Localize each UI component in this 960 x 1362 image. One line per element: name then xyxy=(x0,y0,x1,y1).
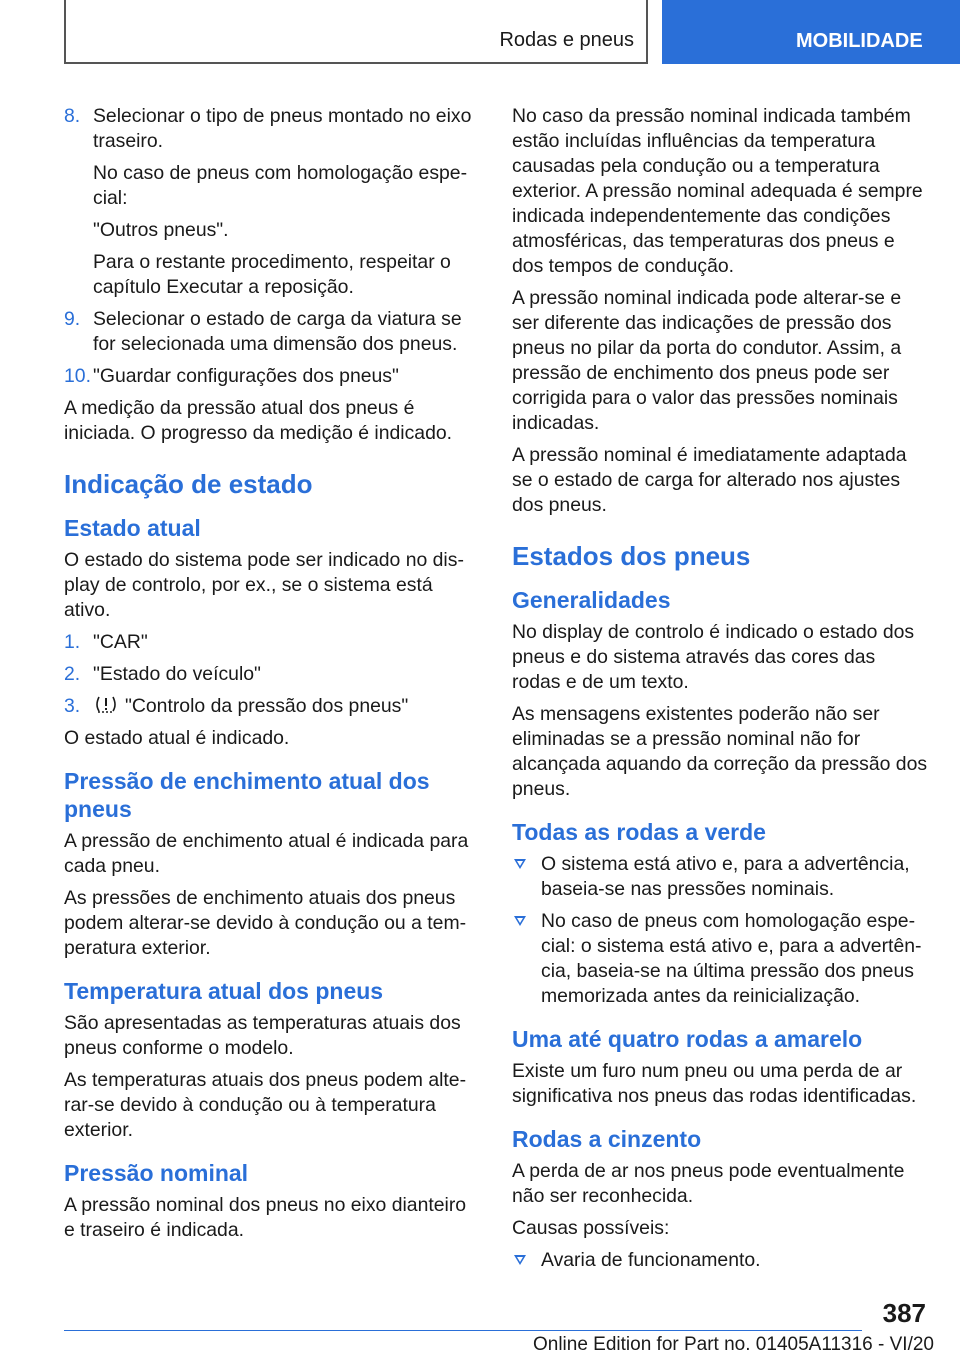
bullet-item xyxy=(512,852,928,902)
list-text: "Controlo da pressão dos pneus" xyxy=(125,695,409,717)
paragraph: As mensagens existentes poderão não ser eliminadas se a pressão nominal não for alcançada aquando da correção da pressão dos pneus. xyxy=(512,703,928,800)
list-item xyxy=(64,694,480,719)
step-text: No caso de pneus com homologação especial: xyxy=(93,162,468,209)
paragraph: A medição da pressão atual dos pneus é iniciada. O progresso da medição é indicado. xyxy=(64,397,453,444)
page-number: 387 xyxy=(882,1298,926,1328)
list-item xyxy=(64,662,480,687)
step-10 xyxy=(64,364,480,389)
step-text: Para o restante procedimento, respeitar o capítulo Executar a reposição. xyxy=(93,251,451,298)
paragraph: São apresentadas as temperaturas atuais dos pneus conforme o modelo. xyxy=(64,1012,461,1059)
triangle-bullet-icon xyxy=(514,859,526,869)
paragraph: As temperaturas atuais dos pneus podem alterar-se devido à condução ou à temperatura exterior. xyxy=(64,1069,467,1141)
bullet-text: O sistema está ativo e, para a advertência, baseia-se nas pressões nominais. xyxy=(541,853,910,900)
heading-rodas-amarelo: Uma até quatro rodas a amarelo xyxy=(512,1026,863,1052)
triangle-bullet-icon xyxy=(514,1255,526,1265)
step-9 xyxy=(64,307,480,357)
paragraph: A pressão nominal dos pneus no eixo dianteiro e traseiro é indicada. xyxy=(64,1194,467,1241)
bullet-text: No caso de pneus com homologação especial: o sistema está ativo e, para a advertência, baseia-se na última pressão dos pneus memorizada antes da reinicialização. xyxy=(541,910,922,1007)
chapter-tab[interactable]: MOBILIDADE xyxy=(662,0,960,64)
list-number: 2. xyxy=(64,663,81,685)
step-number: 8. xyxy=(64,105,81,127)
heading-estado-atual: Estado atual xyxy=(64,515,201,541)
paragraph: O estado do sistema pode ser indicado no display de controlo, por ex., se o sistema está ativo. xyxy=(64,549,464,621)
section-title: Rodas e pneus xyxy=(499,29,634,51)
heading-rodas-cinzento: Rodas a cinzento xyxy=(512,1126,702,1152)
list-text: "Estado do veículo" xyxy=(93,663,261,685)
paragraph: A perda de ar nos pneus pode eventualmente não ser reconhecida. xyxy=(512,1160,905,1207)
heading-rodas-verde: Todas as rodas a verde xyxy=(512,819,766,845)
heading-pressao-nominal: Pressão nominal xyxy=(64,1160,249,1186)
heading-temperatura: Temperatura atual dos pneus xyxy=(64,978,384,1004)
paragraph: No display de controlo é indicado o estado dos pneus e do sistema através das cores das rodas e de um texto. xyxy=(512,621,915,693)
list-number: 1. xyxy=(64,631,81,653)
heading-generalidades: Generalidades xyxy=(512,587,671,613)
step-8 xyxy=(64,104,480,300)
step-number: 9. xyxy=(64,308,81,330)
step-text: "Outros pneus". xyxy=(93,219,229,241)
step-number: 10. xyxy=(64,365,91,387)
list-line xyxy=(93,694,480,719)
paragraph: O estado atual é indicado. xyxy=(64,727,290,749)
footer-divider xyxy=(64,1330,862,1331)
bullet-item xyxy=(512,1248,928,1273)
paragraph: A pressão nominal é imediatamente adaptada se o estado de carga for alterado nos ajustes dos pneus. xyxy=(512,444,907,516)
paragraph: Existe um furo num pneu ou uma perda de ar significativa nos pneus das rodas identificadas. xyxy=(512,1060,917,1107)
triangle-bullet-icon xyxy=(514,916,526,926)
footer-edition: Online Edition for Part no. 01405A11316 - VI/20 xyxy=(532,1334,934,1355)
heading-pressao-enchimento: Pressão de enchimento atual dos pneus xyxy=(64,768,430,822)
bullet-text: Avaria de funcionamento. xyxy=(541,1249,761,1271)
heading-estados-pneus: Estados dos pneus xyxy=(512,541,751,571)
paragraph: A pressão de enchimento atual é indicada para cada pneu. xyxy=(64,830,469,877)
list-text: "CAR" xyxy=(93,631,148,653)
paragraph: No caso da pressão nominal indicada também estão incluídas influências da temperatura causadas pela condução ou a temperatura exterior. A pressão nominal adequada é sempre indicada independentemente das condições atmosféricas, das temperaturas dos pneus e dos tempos de condução. xyxy=(512,105,923,277)
step-text: "Guardar configurações dos pneus" xyxy=(93,365,399,387)
paragraph: As pressões de enchimento atuais dos pneus podem alterar-se devido à condução ou a temperatura exterior. xyxy=(64,887,467,959)
step-text: Selecionar o estado de carga da viatura se for selecionada uma dimensão dos pneus. xyxy=(93,308,462,355)
list-number: 3. xyxy=(64,695,81,717)
right-column xyxy=(512,104,928,1280)
bullet-item xyxy=(512,909,928,1009)
left-column xyxy=(64,104,480,1250)
heading-indicacao-estado: Indicação de estado xyxy=(64,469,313,499)
step-text: Selecionar o tipo de pneus montado no eixo traseiro. xyxy=(93,105,472,152)
header-box xyxy=(64,0,648,64)
tire-pressure-warning-icon xyxy=(93,695,119,715)
list-item xyxy=(64,630,480,655)
paragraph: A pressão nominal indicada pode alterar-se e ser diferente das indicações de pressão dos pneus no pilar da porta do condutor. Assim, a pressão de enchimento dos pneus pode ser corrigida para o valor das pressões nominais indicadas. xyxy=(512,287,902,434)
paragraph: Causas possíveis: xyxy=(512,1217,670,1239)
